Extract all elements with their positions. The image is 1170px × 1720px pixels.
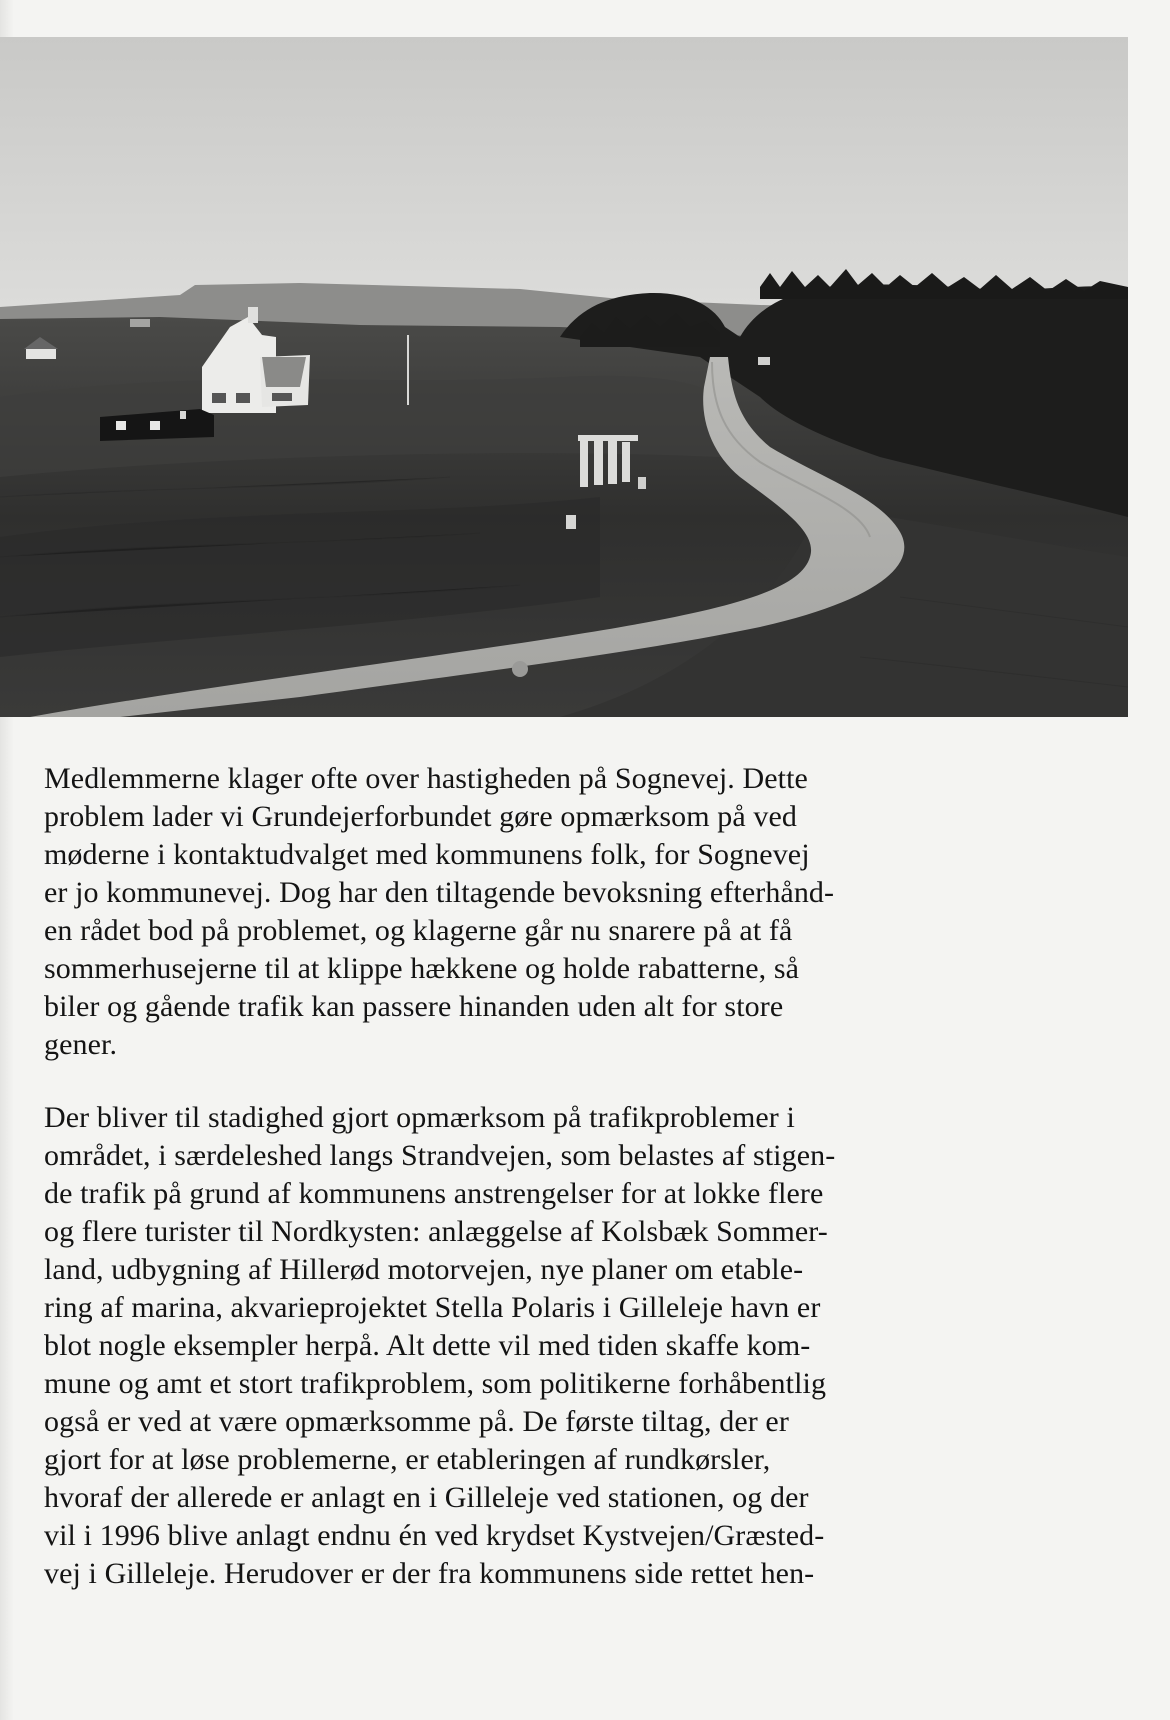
text-line: blot nogle eksempler herpå. Alt dette vil med tiden skaffe kom- [44,1329,811,1362]
text-line: en rådet bod på problemet, og klagerne går nu snarere på at få [44,914,793,947]
text-line: biler og gående trafik kan passere hinanden uden alt for store [44,990,784,1023]
paragraph-2 [44,1099,974,1593]
text-line: mune og amt et stort trafikproblem, som politikerne forhåbentlig [44,1367,827,1400]
text-line: Der bliver til stadighed gjort opmærksom på trafikproblemer i [44,1101,795,1134]
text-line: hvoraf der allerede er anlagt en i Gilleleje ved stationen, og der [44,1481,809,1514]
text-line: området, i særdeleshed langs Strandvejen, som belastes af stigen- [44,1139,836,1172]
text-line: land, udbygning af Hillerød motorvejen, nye planer om etable- [44,1253,804,1286]
text-line: problem lader vi Grundejerforbundet gøre opmærksom på ved [44,800,797,833]
text-line: er jo kommunevej. Dog har den tiltagende bevoksning efterhånd- [44,876,835,909]
landscape-photo [0,37,1128,717]
text-line: også er ved at være opmærksomme på. De første tiltag, der er [44,1405,789,1438]
text-line: møderne i kontaktudvalget med kommunens folk, for Sognevej [44,838,810,871]
text-line: vej i Gilleleje. Herudover er der fra kommunens side rettet hen- [44,1557,815,1590]
text-line: sommerhusejerne til at klippe hækkene og holde rabatterne, så [44,952,800,985]
text-line: Medlemmerne klager ofte over hastigheden på Sognevej. Dette [44,762,808,795]
paragraph-1 [44,760,974,1064]
text-line: vil i 1996 blive anlagt endnu én ved krydset Kystvejen/Græsted- [44,1519,825,1552]
text-line: de trafik på grund af kommunens anstrengelser for at lokke flere [44,1177,824,1210]
text-line: og flere turister til Nordkysten: anlæggelse af Kolsbæk Sommer- [44,1215,828,1248]
text-line: gjort for at løse problemerne, er etableringen af rundkørsler, [44,1443,771,1476]
text-line: ring af marina, akvarieprojektet Stella Polaris i Gilleleje havn er [44,1291,821,1324]
text-line: gener. [44,1028,118,1061]
